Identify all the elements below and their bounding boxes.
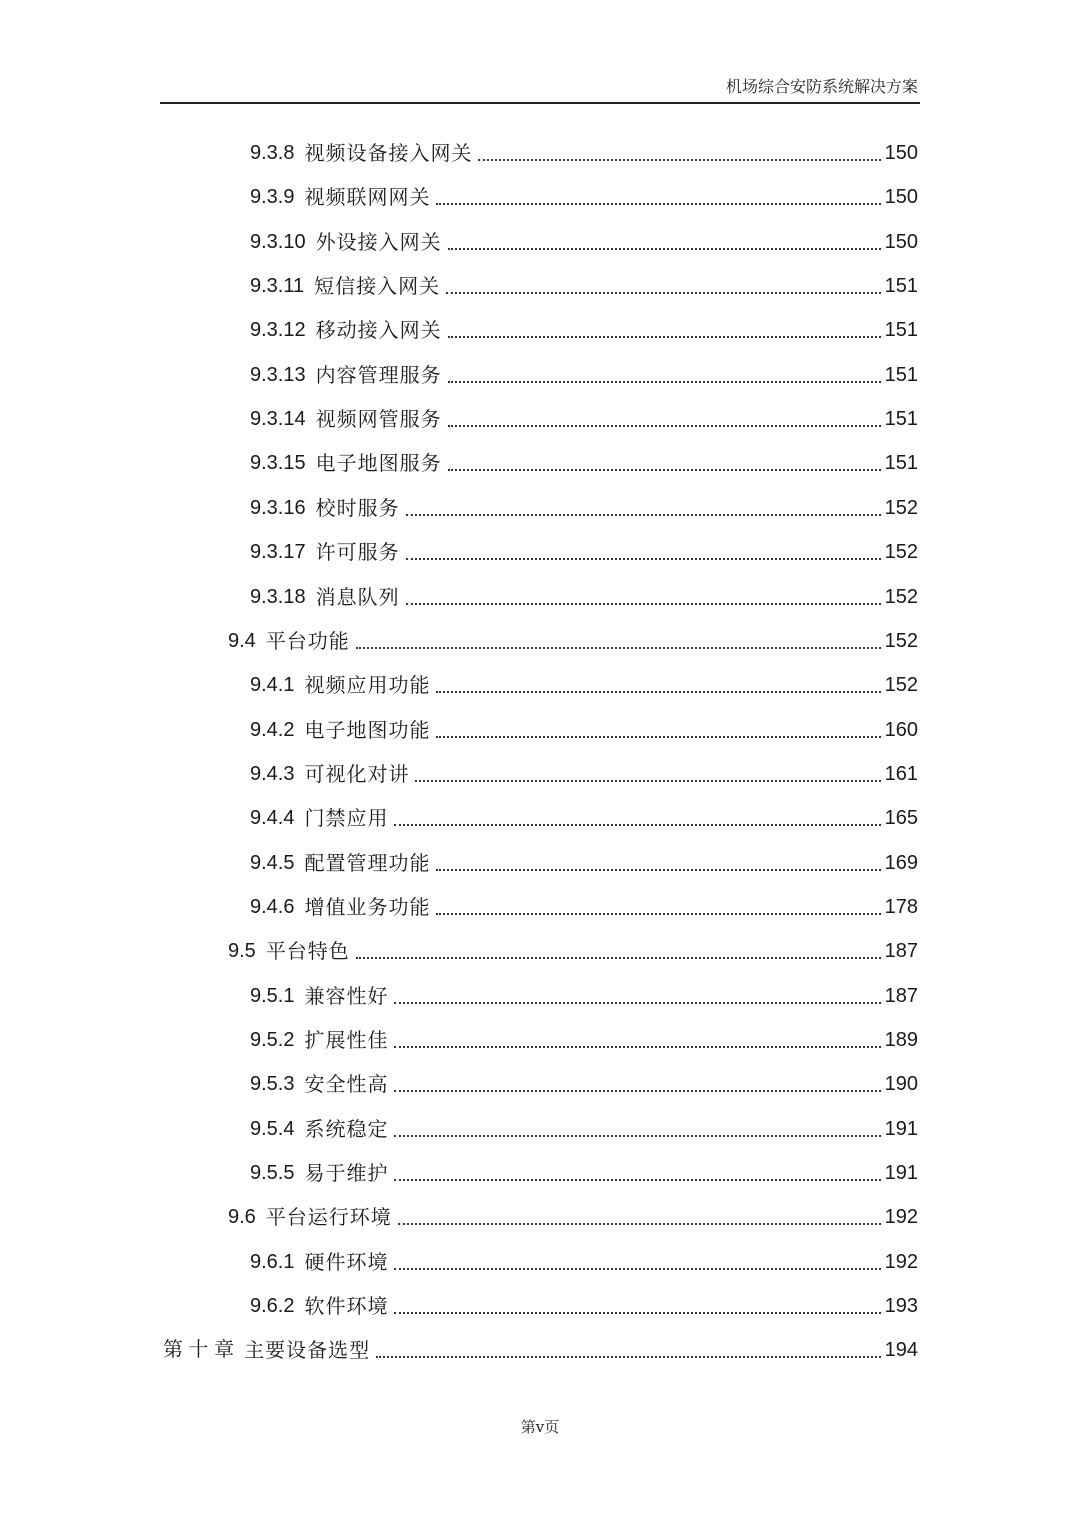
toc-entry-title: 平台特色 <box>265 939 350 963</box>
dot-leader <box>376 1335 881 1365</box>
toc-entry-page: 150 <box>884 142 918 164</box>
toc-entry-title: 外设接入网关 <box>315 230 442 254</box>
dot-leader <box>436 182 880 212</box>
toc-entry-title: 许可服务 <box>315 540 400 564</box>
toc-entry-number: 9.5.1 <box>250 985 295 1007</box>
toc-entry-page: 151 <box>884 319 918 341</box>
dot-leader <box>394 1025 880 1055</box>
dot-leader <box>415 759 880 789</box>
dot-leader <box>448 315 881 345</box>
toc-entry-page: 187 <box>884 940 918 962</box>
dot-leader <box>394 1158 880 1188</box>
toc-entry-number: 9.4.1 <box>250 674 295 696</box>
toc-entry-number: 9.5.4 <box>250 1118 295 1140</box>
toc-entry-page: 190 <box>884 1073 918 1095</box>
toc-entry-title: 移动接入网关 <box>315 318 442 342</box>
dot-leader <box>394 803 880 833</box>
toc-entry[interactable] <box>250 138 918 168</box>
toc-entry[interactable] <box>250 759 918 789</box>
toc-entry-title: 系统稳定 <box>304 1117 389 1141</box>
dot-leader <box>394 1069 880 1099</box>
toc-entry[interactable] <box>250 360 918 390</box>
toc-entry-number: 9.6.2 <box>250 1295 295 1317</box>
toc-entry-title: 内容管理服务 <box>315 363 442 387</box>
toc-entry-title: 视频联网网关 <box>304 185 431 209</box>
toc-entry-page: 151 <box>884 408 918 430</box>
toc-entry-title: 可视化对讲 <box>304 762 410 786</box>
toc-entry-number: 9.4.2 <box>250 719 295 741</box>
toc-entry-page: 150 <box>884 231 918 253</box>
toc-entry-page: 152 <box>884 586 918 608</box>
dot-leader <box>478 138 880 168</box>
toc-entry-title: 视频网管服务 <box>315 407 442 431</box>
toc-entry-page: 191 <box>884 1162 918 1184</box>
toc-entry-number: 9.4.5 <box>250 852 295 874</box>
dot-leader <box>406 537 881 567</box>
dot-leader <box>394 1291 880 1321</box>
toc-entry[interactable] <box>250 227 918 257</box>
toc-entry[interactable] <box>250 537 918 567</box>
toc-entry-title: 视频设备接入网关 <box>304 141 473 165</box>
toc-entry-page: 152 <box>884 497 918 519</box>
toc-entry[interactable] <box>250 1025 918 1055</box>
toc-entry-number: 9.3.15 <box>250 452 306 474</box>
toc-entry-page: 152 <box>884 674 918 696</box>
toc-entry-title: 消息队列 <box>315 585 400 609</box>
dot-leader <box>436 670 880 700</box>
toc-entry[interactable] <box>163 1335 918 1365</box>
dot-leader <box>394 1114 880 1144</box>
toc-entry-number: 9.3.9 <box>250 186 295 208</box>
dot-leader <box>406 582 881 612</box>
toc-entry-number: 9.3.8 <box>250 142 295 164</box>
toc-entry-number: 9.3.17 <box>250 541 306 563</box>
toc-entry[interactable] <box>250 1247 918 1277</box>
toc-entry-page: 161 <box>884 763 918 785</box>
dot-leader <box>448 404 881 434</box>
toc-entry-title: 硬件环境 <box>304 1250 389 1274</box>
toc-entry-number: 9.5 <box>228 940 256 962</box>
dot-leader <box>394 981 880 1011</box>
toc-entry-page: 151 <box>884 452 918 474</box>
toc-entry[interactable] <box>228 626 918 656</box>
toc-entry[interactable] <box>250 1114 918 1144</box>
toc-entry-number: 9.3.10 <box>250 231 306 253</box>
toc-entry-title: 短信接入网关 <box>314 274 441 298</box>
toc-entry-title: 软件环境 <box>304 1294 389 1318</box>
toc-entry-number: 9.4.3 <box>250 763 295 785</box>
toc-entry-title: 平台运行环境 <box>265 1205 392 1229</box>
toc-entry[interactable] <box>250 582 918 612</box>
toc-entry-page: 151 <box>884 364 918 386</box>
dot-leader <box>436 892 880 922</box>
toc-entry-page: 169 <box>884 852 918 874</box>
toc-entry[interactable] <box>250 1291 918 1321</box>
toc-entry-page: 194 <box>884 1339 918 1361</box>
toc-entry-page: 193 <box>884 1295 918 1317</box>
dot-leader <box>406 493 881 523</box>
toc-entry[interactable] <box>250 448 918 478</box>
toc-entry[interactable] <box>228 936 918 966</box>
dot-leader <box>436 715 880 745</box>
toc-entry-number: 9.3.14 <box>250 408 306 430</box>
toc-entry-title: 增值业务功能 <box>304 895 431 919</box>
toc-entry[interactable] <box>250 315 918 345</box>
toc-entry-page: 160 <box>884 719 918 741</box>
toc-entry-title: 电子地图功能 <box>304 718 431 742</box>
toc-entry-number: 9.5.5 <box>250 1162 295 1184</box>
toc-entry-number: 第 十 章 <box>163 1339 235 1361</box>
toc-entry[interactable] <box>250 1158 918 1188</box>
toc-entry-title: 主要设备选型 <box>244 1338 371 1362</box>
toc-entry-number: 9.3.12 <box>250 319 306 341</box>
toc-entry[interactable] <box>250 404 918 434</box>
toc-entry-page: 191 <box>884 1118 918 1140</box>
toc-entry[interactable] <box>250 182 918 212</box>
dot-leader <box>448 448 881 478</box>
toc-entry-title: 视频应用功能 <box>304 673 431 697</box>
toc-entry-number: 9.6.1 <box>250 1251 295 1273</box>
dot-leader <box>448 227 881 257</box>
toc-entry[interactable] <box>228 1202 918 1232</box>
dot-leader <box>356 936 881 966</box>
toc-entry-number: 9.5.3 <box>250 1073 295 1095</box>
toc-entry-title: 易于维护 <box>304 1161 389 1185</box>
toc-entry-page: 189 <box>884 1029 918 1051</box>
toc-entry[interactable] <box>250 892 918 922</box>
dot-leader <box>394 1247 880 1277</box>
toc-entry-number: 9.3.13 <box>250 364 306 386</box>
toc-entry[interactable] <box>250 493 918 523</box>
toc-entry-page: 192 <box>884 1206 918 1228</box>
toc-entry[interactable] <box>250 715 918 745</box>
toc-entry-title: 安全性高 <box>304 1072 389 1096</box>
toc-entry[interactable] <box>250 670 918 700</box>
toc-entry-page: 152 <box>884 541 918 563</box>
toc-entry-title: 校时服务 <box>315 496 400 520</box>
dot-leader <box>446 271 881 301</box>
toc-entry-title: 电子地图服务 <box>315 451 442 475</box>
toc-entry-page: 150 <box>884 186 918 208</box>
toc-entry-title: 兼容性好 <box>304 984 389 1008</box>
toc-entry-page: 192 <box>884 1251 918 1273</box>
toc-entry-page: 165 <box>884 807 918 829</box>
document-title: 机场综合安防系统解决方案 <box>725 77 918 96</box>
toc-entry-title: 配置管理功能 <box>304 851 431 875</box>
toc-entry-number: 9.4.4 <box>250 807 295 829</box>
page-number: 第v页 <box>520 1418 560 1436</box>
toc-entry-title: 平台功能 <box>265 629 350 653</box>
toc-entry[interactable] <box>250 803 918 833</box>
toc-entry[interactable] <box>250 271 918 301</box>
toc-entry-number: 9.3.16 <box>250 497 306 519</box>
toc-entry-number: 9.4.6 <box>250 896 295 918</box>
toc-entry-number: 9.5.2 <box>250 1029 295 1051</box>
toc-entry-page: 152 <box>884 630 918 652</box>
dot-leader <box>448 360 881 390</box>
toc-entry-number: 9.3.11 <box>250 275 305 297</box>
dot-leader <box>398 1202 881 1232</box>
toc-entry-title: 门禁应用 <box>304 806 389 830</box>
dot-leader <box>436 848 880 878</box>
toc-entry-number: 9.4 <box>228 630 256 652</box>
toc-entry-page: 151 <box>884 275 918 297</box>
toc-entry[interactable] <box>250 1069 918 1099</box>
toc-entry-page: 178 <box>884 896 918 918</box>
toc-entry-number: 9.6 <box>228 1206 256 1228</box>
dot-leader <box>356 626 881 656</box>
toc-entry[interactable] <box>250 848 918 878</box>
toc-entry-page: 187 <box>884 985 918 1007</box>
toc-entry-title: 扩展性佳 <box>304 1028 389 1052</box>
toc-entry[interactable] <box>250 981 918 1011</box>
toc-entry-number: 9.3.18 <box>250 586 306 608</box>
